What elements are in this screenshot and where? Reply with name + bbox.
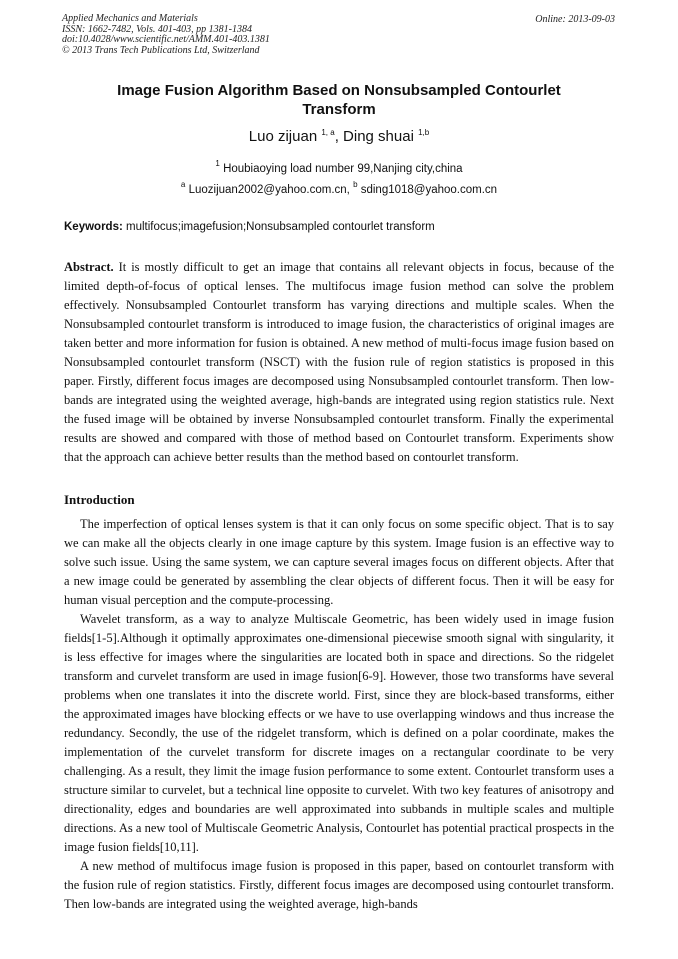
issn-line: ISSN: 1662-7482, Vols. 401-403, pp 1381-1384 [62,23,252,35]
email-a-superscript: a [180,180,186,189]
affiliation-emails [64,180,614,196]
author-separator: , [334,128,344,145]
copyright-line: © 2013 Trans Tech Publications Ltd, Switzerland [62,44,260,56]
title-line-2: Transform [302,101,376,118]
keywords-label: Keywords: [64,221,123,233]
email-a: Luozijuan2002@yahoo.com.cn, [188,184,354,196]
introduction-body [64,515,614,914]
email-b: sding1018@yahoo.com.cn [360,184,498,196]
affiliation-address [64,159,614,175]
journal-header [62,14,270,56]
author-2-superscript: 1,b [418,128,430,137]
section-heading: Introduction [64,492,135,507]
keywords-text: multifocus;imagefusion;Nonsubsampled contourlet transform [126,221,435,233]
doi-line: doi:10.4028/www.scientific.net/AMM.401-403.1381 [62,34,270,46]
paper-title [64,81,614,119]
affiliation-superscript: 1 [215,159,220,168]
email-b-superscript: b [353,180,358,189]
journal-name: Applied Mechanics and Materials [62,13,198,24]
abstract-label: Abstract. [64,260,114,274]
author-1: Luo zijuan [248,128,318,145]
abstract-text: It is mostly difficult to get an image that contains all relevant objects in focus, because of the limited depth-of-focus of optical lenses. The multifocus image fusion method can solve the problem effectively. Nonsubsampled Contourlet transform has varying directions and multiple scales. When the Nonsubsampled contourlet transform is introduced to image fusion, the characteristics of original images are taken better and more information for fusion is obtained. A new method of multi-focus image fusion based on Nonsubsampled contourlet transform (NSCT) with the fusion rule of region statistics is proposed in this paper. Firstly, different focus images are decomposed using Nonsubsampled contourlet transform. Then low-bands are integrated using the weighted average, high-bands are integrated using region statistics rule. Next the fused image will be obtained by inverse Nonsubsampled contourlet transform. Finally the experimental results are showed and compared with those of method based on Contourlet transform. Experiments show that the approach can achieve better results than the method based on contourlet transform. [64,260,614,464]
title-line-1: Image Fusion Algorithm Based on Nonsubsampled Contourlet [117,82,561,99]
author-list [64,128,614,145]
paragraph: A new method of multifocus image fusion is proposed in this paper, based on contourlet transform with the fusion rule of region statistics. Firstly, different focus images are decomposed using contourlet transform. Then low-bands are integrated using the weighted average, high-bands [64,859,614,911]
author-2: Ding shuai [343,128,414,145]
paragraph: The imperfection of optical lenses system is that it can only focus on some specific object. That is to say we can make all the objects clearly in one image capture by this system. Image fusion is an effective way to solve such issue. Using the same system, we can capture several images focus on different objects. After that a new image could be generated by assembling the clear objects of different focus. Then it will be easy for human visual perception and the compute-processing. [64,517,614,607]
address-text: Houbiaoying load number 99,Nanjing city,china [223,163,463,175]
abstract [64,258,614,467]
keywords [64,221,614,233]
online-date: Online: 2013-09-03 [535,14,615,25]
author-1-superscript: 1, a [321,128,335,137]
paragraph: Wavelet transform, as a way to analyze Multiscale Geometric, has been widely used in image fusion fields[1-5].Although it optimally approximates one-dimensional piecewise smooth signal with singularity, it is less effective for images where the singularities are located both in space and directions. So the ridgelet transform and curvelet transform are used in image fusion[6-9]. However, those two transforms have several problems when one translates it into the discrete world. First, since they are block-based transforms, either the approximated images have blocking effects or we have to use overlapping windows and thus increase the redundancy. Secondly, the use of the ridgelet transform, which is defined on a polar coordinate, makes the implementation of the curvelet transform for discrete images on a rectangular coordinate to be very challenging. As a result, they limit the image fusion performance to some extent. Contourlet transform uses a structure similar to curvelet, but a technical line opposite to curvelet. With two key features of anisotropy and directionality, edges and boundaries are well approximated into subbands in multiple scales and multiple directions. As a new tool of Multiscale Geometric Analysis, Contourlet has potential practical prospects in the image fusion fields[10,11]. [64,612,614,854]
